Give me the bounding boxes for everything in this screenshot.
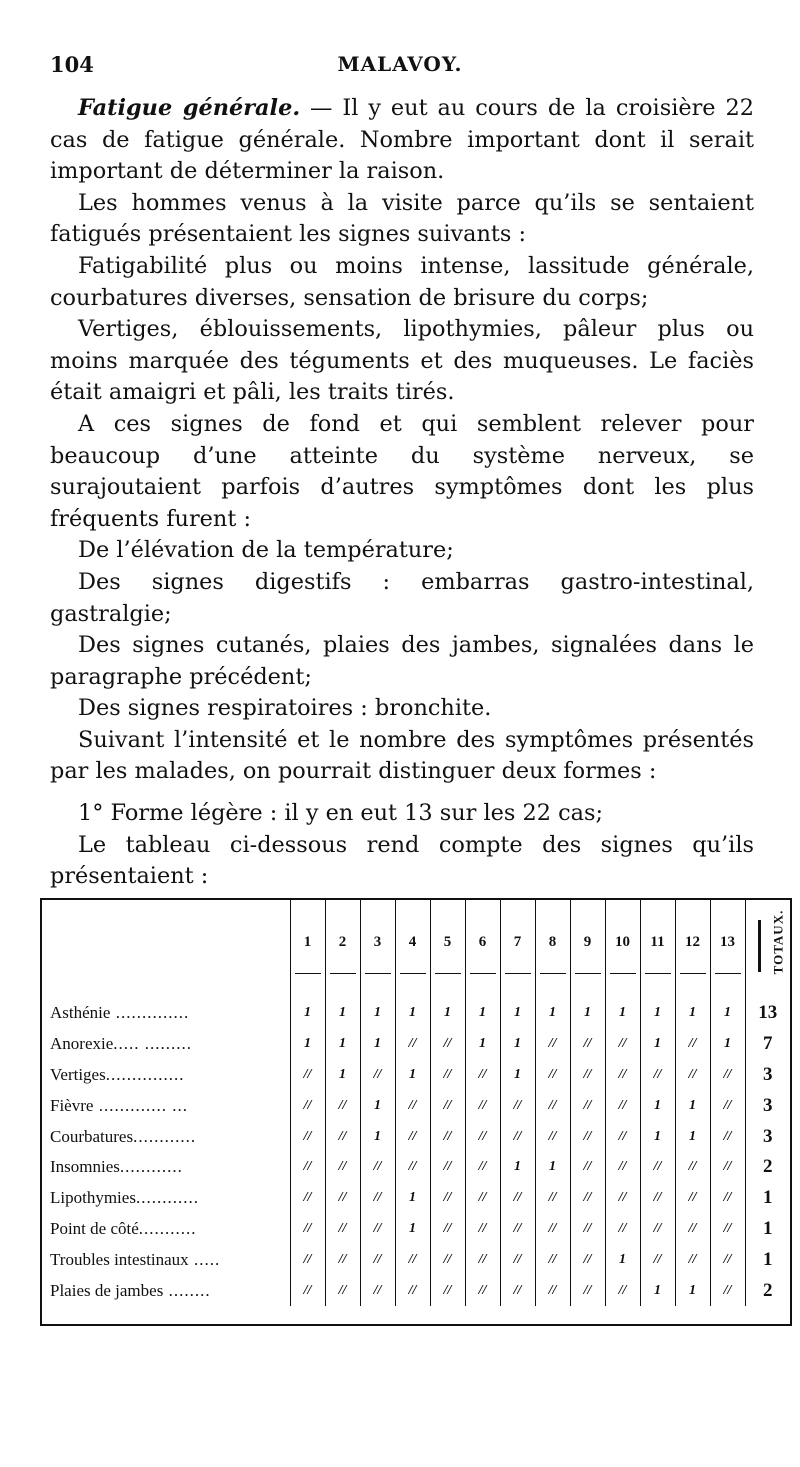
table-cell: // xyxy=(570,1183,605,1214)
table-cell: 1 xyxy=(395,1183,430,1214)
table-cell: // xyxy=(500,1121,535,1152)
paragraph: Des signes respiratoires : bronchite. xyxy=(78,695,492,722)
row-label: Insomnies............ xyxy=(50,1157,183,1177)
table-cell: 1 xyxy=(640,1090,675,1121)
table-cell: // xyxy=(570,1214,605,1245)
table-cell: // xyxy=(395,1090,430,1121)
table-cell: // xyxy=(430,1029,465,1060)
table-cell: 1 xyxy=(570,998,605,1029)
table-cell: // xyxy=(465,1152,500,1183)
table-row xyxy=(42,998,790,1029)
column-header: 1 xyxy=(290,900,325,984)
table-cell: 1 xyxy=(430,998,465,1029)
table-cell: // xyxy=(710,1214,745,1245)
table-cell: // xyxy=(325,1244,360,1275)
table-corner xyxy=(42,900,290,984)
table-cell: // xyxy=(325,1183,360,1214)
column-header: 5 xyxy=(430,900,465,984)
table-cell: // xyxy=(535,1244,570,1275)
table-row xyxy=(42,1275,790,1306)
table-cell: // xyxy=(675,1152,710,1183)
table-cell: // xyxy=(710,1090,745,1121)
table-cell: 1 xyxy=(325,998,360,1029)
body-text xyxy=(50,93,754,893)
table-cell: 1 xyxy=(465,998,500,1029)
table-row xyxy=(42,1244,790,1275)
table-cell: 1 xyxy=(290,998,325,1029)
table-cell: 1 xyxy=(500,1060,535,1091)
table-cell: // xyxy=(395,1121,430,1152)
row-label: Fièvre ............. ... xyxy=(50,1095,188,1115)
table-cell: // xyxy=(290,1121,325,1152)
table-cell: // xyxy=(535,1090,570,1121)
table-cell: 1 xyxy=(675,998,710,1029)
table-cell: 1 xyxy=(500,1029,535,1060)
table-cell: // xyxy=(640,1244,675,1275)
table-cell: // xyxy=(430,1183,465,1214)
row-label: Troubles intestinaux ..... xyxy=(50,1249,221,1269)
table-cell: // xyxy=(290,1060,325,1091)
table-cell: // xyxy=(395,1152,430,1183)
table-cell: // xyxy=(640,1214,675,1245)
column-header: 3 xyxy=(360,900,395,984)
table-cell: // xyxy=(360,1183,395,1214)
table-cell: // xyxy=(710,1060,745,1091)
table-cell: // xyxy=(570,1029,605,1060)
table-cell: // xyxy=(710,1152,745,1183)
table-cell: 1 xyxy=(465,1029,500,1060)
table-cell: // xyxy=(570,1121,605,1152)
table-cell: // xyxy=(500,1244,535,1275)
table-row xyxy=(42,1060,790,1091)
totals-column-header: TOTAUX. xyxy=(745,900,790,984)
page-header xyxy=(50,52,750,92)
table-cell: // xyxy=(430,1060,465,1091)
table-cell: 1 xyxy=(640,1275,675,1306)
paragraph: A ces signes de fond et qui semblent relever pour beaucoup d’une atteinte du système nerveux, se surajoutaient parfois d’autres symptômes dont les plus fréquents furent : xyxy=(50,410,754,532)
table-cell: 1 xyxy=(290,1029,325,1060)
table-cell: // xyxy=(465,1121,500,1152)
table-cell: 1 xyxy=(675,1090,710,1121)
table-cell: // xyxy=(570,1090,605,1121)
table-cell: // xyxy=(500,1090,535,1121)
table-cell: // xyxy=(360,1060,395,1091)
table-cell: // xyxy=(360,1152,395,1183)
table-cell: // xyxy=(395,1029,430,1060)
table-cell: // xyxy=(465,1060,500,1091)
table-cell: // xyxy=(675,1060,710,1091)
table-cell: 1 xyxy=(500,1152,535,1183)
table-cell: // xyxy=(395,1275,430,1306)
table-cell: // xyxy=(465,1214,500,1245)
table-row xyxy=(42,1214,790,1245)
table-cell: // xyxy=(605,1090,640,1121)
column-header: 2 xyxy=(325,900,360,984)
table-cell: // xyxy=(710,1183,745,1214)
table-cell: // xyxy=(605,1183,640,1214)
table-cell: // xyxy=(605,1214,640,1245)
table-cell: // xyxy=(325,1214,360,1245)
table-cell: // xyxy=(535,1183,570,1214)
row-total: 13 xyxy=(745,998,790,1029)
column-header: 4 xyxy=(395,900,430,984)
table-cell: // xyxy=(430,1244,465,1275)
symptoms-table xyxy=(40,898,792,1326)
section-lead: Fatigue générale. xyxy=(78,95,301,121)
column-header: 11 xyxy=(640,900,675,984)
table-cell: 1 xyxy=(395,1214,430,1245)
table-row xyxy=(42,1152,790,1183)
paragraph: Les hommes venus à la visite parce qu’ils se sentaient fatigués présentaient les signes suivants : xyxy=(50,189,754,248)
table-cell: // xyxy=(465,1090,500,1121)
column-header: 10 xyxy=(605,900,640,984)
table-cell: 1 xyxy=(675,1121,710,1152)
column-header: 8 xyxy=(535,900,570,984)
paragraph: De l’élévation de la température; xyxy=(78,537,454,564)
row-total: 2 xyxy=(745,1275,790,1306)
running-head: MALAVOY. xyxy=(337,52,463,76)
table-cell: // xyxy=(360,1244,395,1275)
table-cell: 1 xyxy=(640,1121,675,1152)
column-header: 12 xyxy=(675,900,710,984)
column-header: 6 xyxy=(465,900,500,984)
paragraph: 1° Forme légère : il y en eut 13 sur les 22 cas; xyxy=(78,800,604,827)
row-label: Lipothymies............ xyxy=(50,1188,199,1208)
paragraph: Des signes digestifs : embarras gastro-intestinal, gastralgie; xyxy=(50,568,754,627)
table-cell: // xyxy=(675,1214,710,1245)
table-cell: // xyxy=(535,1060,570,1091)
column-header: 13 xyxy=(710,900,745,984)
table-cell: // xyxy=(500,1183,535,1214)
table-cell: // xyxy=(570,1152,605,1183)
table-cell: // xyxy=(605,1275,640,1306)
table-cell: // xyxy=(570,1244,605,1275)
row-label: Point de côté........... xyxy=(50,1218,197,1238)
table-cell: 1 xyxy=(710,998,745,1029)
table-cell: 1 xyxy=(710,1029,745,1060)
table-cell: 1 xyxy=(360,998,395,1029)
row-label: Plaies de jambes ........ xyxy=(50,1280,211,1300)
table-cell: 1 xyxy=(500,998,535,1029)
paragraph: Fatigabilité plus ou moins intense, lassitude générale, courbatures diverses, sensation de brisure du corps; xyxy=(50,252,754,311)
table-cell: // xyxy=(710,1121,745,1152)
table-cell: // xyxy=(430,1214,465,1245)
column-header: 9 xyxy=(570,900,605,984)
table-cell: 1 xyxy=(535,1152,570,1183)
table-cell: // xyxy=(325,1275,360,1306)
row-total: 3 xyxy=(745,1060,790,1091)
table-cell: // xyxy=(465,1275,500,1306)
table-row xyxy=(42,1090,790,1121)
table-cell: // xyxy=(535,1275,570,1306)
table-cell: // xyxy=(675,1029,710,1060)
table-cell: // xyxy=(325,1090,360,1121)
table-row xyxy=(42,1029,790,1060)
table-cell: 1 xyxy=(605,1244,640,1275)
table-cell: // xyxy=(290,1275,325,1306)
table-cell: // xyxy=(465,1244,500,1275)
table-cell: 1 xyxy=(640,1029,675,1060)
table-cell: // xyxy=(605,1152,640,1183)
paragraph: Vertiges, éblouissements, lipothymies, pâleur plus ou moins marquée des téguments et des muqueuses. Le faciès était amaigri et pâli, les traits tirés. xyxy=(50,316,754,406)
row-label: Anorexie..... ......... xyxy=(50,1034,193,1054)
table-cell: // xyxy=(290,1090,325,1121)
table-cell: // xyxy=(710,1244,745,1275)
table-cell: // xyxy=(640,1152,675,1183)
row-total: 7 xyxy=(745,1029,790,1060)
table-cell: // xyxy=(360,1214,395,1245)
table-cell: 1 xyxy=(395,998,430,1029)
table-cell: // xyxy=(640,1183,675,1214)
paragraph: Des signes cutanés, plaies des jambes, signalées dans le paragraphe précédent; xyxy=(50,632,754,690)
table-cell: // xyxy=(290,1244,325,1275)
table-cell: // xyxy=(465,1183,500,1214)
table-cell: // xyxy=(710,1275,745,1306)
table-cell: // xyxy=(570,1060,605,1091)
table-cell: 1 xyxy=(360,1121,395,1152)
row-total: 2 xyxy=(745,1152,790,1183)
table-row xyxy=(42,1183,790,1214)
table-cell: // xyxy=(500,1214,535,1245)
table-cell: // xyxy=(430,1090,465,1121)
row-total: 1 xyxy=(745,1214,790,1245)
table-cell: // xyxy=(325,1121,360,1152)
table-cell: 1 xyxy=(325,1060,360,1091)
row-label: Courbatures............ xyxy=(50,1126,197,1146)
row-label: Asthénie .............. xyxy=(50,1003,190,1023)
table-cell: 1 xyxy=(325,1029,360,1060)
table-cell: 1 xyxy=(675,1275,710,1306)
table-cell: // xyxy=(605,1060,640,1091)
column-header: 7 xyxy=(500,900,535,984)
table-row xyxy=(42,1121,790,1152)
paragraph: Le tableau ci-dessous rend compte des signes qu’ils présentaient : xyxy=(50,831,754,890)
table-cell: 1 xyxy=(605,998,640,1029)
table-cell: 1 xyxy=(535,998,570,1029)
table-cell: // xyxy=(325,1152,360,1183)
paragraph: Suivant l’intensité et le nombre des symptômes présentés par les malades, on pourrait distinguer deux formes : xyxy=(50,726,754,785)
row-total: 1 xyxy=(745,1183,790,1214)
table-cell: // xyxy=(290,1183,325,1214)
table-cell: // xyxy=(395,1244,430,1275)
table-cell: // xyxy=(360,1275,395,1306)
table-cell: // xyxy=(605,1121,640,1152)
paragraph: Fatigue générale. — Il y eut au cours de la croisière 22 cas de fatigue générale. Nombre important dont il serait important de déterminer la raison. xyxy=(50,95,754,185)
table-cell: // xyxy=(290,1214,325,1245)
row-total: 3 xyxy=(745,1121,790,1152)
table-cell: // xyxy=(570,1275,605,1306)
table-cell: // xyxy=(640,1060,675,1091)
table-cell: // xyxy=(605,1029,640,1060)
page-number: 104 xyxy=(50,52,94,77)
table-cell: 1 xyxy=(395,1060,430,1091)
table-cell: 1 xyxy=(360,1090,395,1121)
table-cell: // xyxy=(675,1183,710,1214)
table-cell: // xyxy=(290,1152,325,1183)
table-cell: // xyxy=(535,1214,570,1245)
table-cell: // xyxy=(430,1121,465,1152)
table-cell: 1 xyxy=(640,998,675,1029)
row-total: 3 xyxy=(745,1090,790,1121)
row-total: 1 xyxy=(745,1244,790,1275)
table-cell: 1 xyxy=(360,1029,395,1060)
table-cell: // xyxy=(430,1275,465,1306)
row-label: Vertiges............... xyxy=(50,1064,185,1084)
table-cell: // xyxy=(430,1152,465,1183)
table-cell: // xyxy=(535,1121,570,1152)
table-cell: // xyxy=(675,1244,710,1275)
table-cell: // xyxy=(500,1275,535,1306)
table-cell: // xyxy=(535,1029,570,1060)
